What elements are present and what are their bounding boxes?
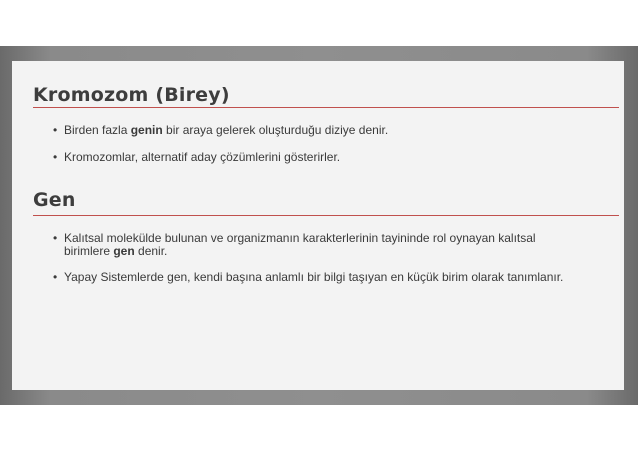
bullet-text: denir. (134, 244, 168, 258)
bullet-text: Kalıtsal molekülde bulunan ve organizmanın karakterlerinin tayininde rol oynayan kalıtsal birimlere (64, 231, 536, 258)
section-title-gen: Gen (33, 189, 76, 211)
section-title-kromozom: Kromozom (Birey) (33, 84, 230, 106)
slide (12, 61, 624, 390)
bullet-list-gen (53, 232, 573, 297)
bullet-bold-text: gen (113, 244, 135, 258)
bullet-text: Kromozomlar, alternatif aday çözümlerini gösterirler. (64, 150, 341, 164)
bullet-list-kromozom (53, 124, 573, 178)
section-divider (33, 215, 619, 216)
bullet-item (53, 232, 573, 258)
bullet-item (53, 271, 573, 284)
bullet-bold-text: genin (130, 123, 163, 137)
bullet-text: Birden fazla (64, 123, 131, 137)
bullet-text: bir araya gelerek oluşturduğu diziye denir. (162, 123, 389, 137)
bullet-text: Yapay Sistemlerde gen, kendi başına anlamlı bir bilgi taşıyan en küçük birim olarak tanımlanır. (64, 270, 564, 284)
section-divider (33, 107, 619, 108)
bullet-item (53, 124, 573, 137)
bullet-item (53, 151, 573, 164)
